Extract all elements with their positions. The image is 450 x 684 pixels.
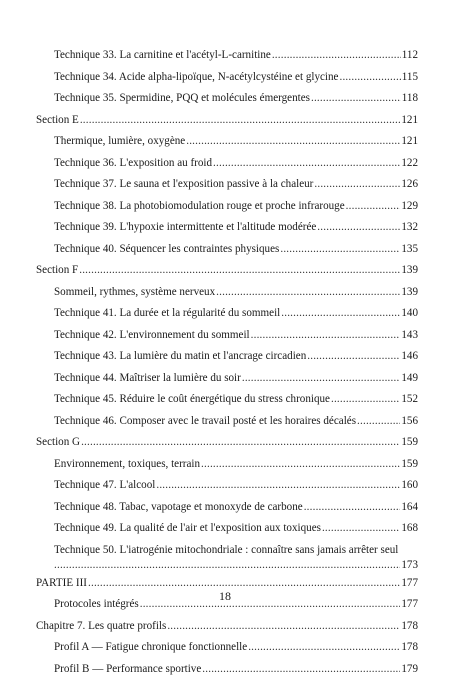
toc-entry[interactable] (36, 49, 418, 71)
toc-entry-title: Technique 43. La lumière du matin et l'ancrage circadien (54, 350, 306, 363)
toc-entry[interactable] (36, 544, 418, 577)
toc-entry-title: Technique 45. Réduire le coût énergétique du stress chronique (54, 393, 330, 406)
toc-entry[interactable] (36, 415, 418, 437)
toc-entry-title: Technique 44. Maîtriser la lumière du soir (54, 372, 241, 385)
toc-entry[interactable] (36, 71, 418, 93)
toc-entry-page: 126 (401, 178, 418, 191)
toc-entry[interactable] (36, 157, 418, 179)
toc-entry-title: Section G (36, 436, 80, 449)
toc-entry-title: Profil B — Performance sportive (54, 663, 201, 676)
dot-leader (317, 221, 400, 234)
toc-entry[interactable] (36, 286, 418, 308)
toc-entry-title: Technique 37. Le sauna et l'exposition passive à la chaleur (54, 178, 313, 191)
toc-entry-page: 177 (401, 577, 418, 590)
dot-leader (216, 286, 400, 299)
dot-leader (248, 641, 400, 654)
toc-entry[interactable] (36, 221, 418, 243)
dot-leader (213, 157, 400, 170)
toc-entry-title: Technique 35. Spermidine, PQQ et molécules émergentes (54, 92, 310, 105)
toc-entry-title: Technique 42. L'environnement du sommeil (54, 329, 250, 342)
toc-entry-title: Technique 47. L'alcool (54, 479, 155, 492)
dot-leader (307, 350, 400, 363)
toc-entry-page: 168 (401, 522, 418, 535)
dot-leader (322, 522, 400, 535)
dot-leader (79, 264, 400, 277)
toc-entry-page: 112 (402, 49, 418, 62)
dot-leader (304, 501, 401, 514)
dot-leader (202, 663, 400, 676)
toc-entry-page: 118 (402, 92, 418, 105)
toc-entry-page: 132 (401, 221, 418, 234)
dot-leader (314, 178, 400, 191)
toc-entry-title: Technique 39. L'hypoxie intermittente et l'altitude modérée (54, 221, 316, 234)
dot-leader (251, 329, 401, 342)
toc-entry-page: 178 (401, 620, 418, 633)
dot-leader (357, 415, 400, 428)
toc-entry[interactable] (36, 243, 418, 265)
toc-entry-title: Technique 48. Tabac, vapotage et monoxyde de carbone (54, 501, 303, 514)
dot-leader (167, 620, 400, 633)
toc-section-entry[interactable] (36, 264, 418, 286)
toc-entry-title: Technique 46. Composer avec le travail posté et les horaires décalés (54, 415, 356, 428)
dot-leader (311, 92, 401, 105)
toc-entry-page: 164 (401, 501, 418, 514)
toc-entry-page: 121 (401, 135, 418, 148)
toc-entry-title: Technique 50. L'iatrogénie mitochondriale : connaître sans jamais arrêter seul (54, 544, 418, 557)
toc-entry-page: 177 (401, 598, 418, 611)
toc-entry-page: 115 (402, 71, 418, 84)
toc-entry-title: Thermique, lumière, oxygène (54, 135, 185, 148)
toc-entry[interactable] (36, 522, 418, 544)
toc-entry[interactable] (36, 307, 418, 329)
toc-entry-page: 178 (401, 641, 418, 654)
toc-entry[interactable] (36, 135, 418, 157)
toc-entry-page: 143 (401, 329, 418, 342)
toc-entry[interactable] (36, 350, 418, 372)
toc-entry-page: 173 (401, 559, 418, 572)
dot-leader (339, 71, 400, 84)
page-number: 18 (0, 589, 450, 604)
dot-leader (80, 114, 401, 127)
toc-entry-title: Technique 33. La carnitine et l'acétyl-L-carnitine (54, 49, 271, 62)
toc-entry-title: Sommeil, rythmes, système nerveux (54, 286, 215, 299)
dot-leader (88, 577, 400, 590)
toc-entry-page: 152 (401, 393, 418, 406)
toc-entry-page: 159 (401, 458, 418, 471)
toc-entry-page: 159 (401, 436, 418, 449)
dot-leader (280, 243, 400, 256)
toc-chapter-entry[interactable] (36, 620, 418, 642)
dot-leader (242, 372, 401, 385)
toc-entry-page: 146 (401, 350, 418, 363)
toc-entry[interactable] (36, 393, 418, 415)
toc-entry[interactable] (36, 641, 418, 663)
dot-leader (281, 307, 400, 320)
toc-entry-title: Technique 40. Séquencer les contraintes physiques (54, 243, 279, 256)
toc-entry-title: Technique 38. La photobiomodulation rouge et proche infrarouge (54, 200, 345, 213)
dot-leader (156, 479, 400, 492)
toc-entry-title: PARTIE III (36, 577, 87, 590)
toc-entry-page: 135 (401, 243, 418, 256)
toc-entry-title: Technique 34. Acide alpha-lipoïque, N-acétylcystéine et glycine (54, 71, 338, 84)
toc-entry[interactable] (36, 479, 418, 501)
toc-entry-page: 156 (401, 415, 418, 428)
toc-entry[interactable] (36, 372, 418, 394)
toc-entry[interactable] (36, 458, 418, 480)
toc-entry-page: 160 (401, 479, 418, 492)
toc-entry[interactable] (36, 329, 418, 351)
toc-section-entry[interactable] (36, 114, 418, 136)
dot-leader (346, 200, 401, 213)
toc-entry-title: Section F (36, 264, 78, 277)
toc-entry-title: Section E (36, 114, 79, 127)
toc-entry[interactable] (36, 178, 418, 200)
toc-entry[interactable] (36, 92, 418, 114)
toc-entry-title: Protocoles intégrés (54, 598, 139, 611)
toc-entry-page: 121 (401, 114, 418, 127)
dot-leader (54, 559, 400, 572)
toc-section-entry[interactable] (36, 436, 418, 458)
dot-leader (201, 458, 400, 471)
toc-entry[interactable] (36, 200, 418, 222)
dot-leader (331, 393, 400, 406)
toc-entry-title: Chapitre 7. Les quatre profils (36, 620, 166, 633)
toc-entry-title: Technique 49. La qualité de l'air et l'exposition aux toxiques (54, 522, 321, 535)
dot-leader (272, 49, 401, 62)
toc-entry-page: 139 (401, 286, 418, 299)
toc-entry[interactable] (36, 663, 418, 684)
toc-entry[interactable] (36, 501, 418, 523)
toc-entry-page: 122 (401, 157, 418, 170)
dot-leader (81, 436, 400, 449)
toc-entry-page: 129 (401, 200, 418, 213)
toc-entry-title: Technique 41. La durée et la régularité du sommeil (54, 307, 280, 320)
toc-entry-page: 140 (401, 307, 418, 320)
toc-entry-page: 149 (401, 372, 418, 385)
toc-entry-page: 179 (401, 663, 418, 676)
toc-entry-title: Profil A — Fatigue chronique fonctionnelle (54, 641, 247, 654)
toc-entry-title: Environnement, toxiques, terrain (54, 458, 200, 471)
toc-entry-page: 139 (401, 264, 418, 277)
toc-entry-title: Technique 36. L'exposition au froid (54, 157, 212, 170)
dot-leader (186, 135, 400, 148)
